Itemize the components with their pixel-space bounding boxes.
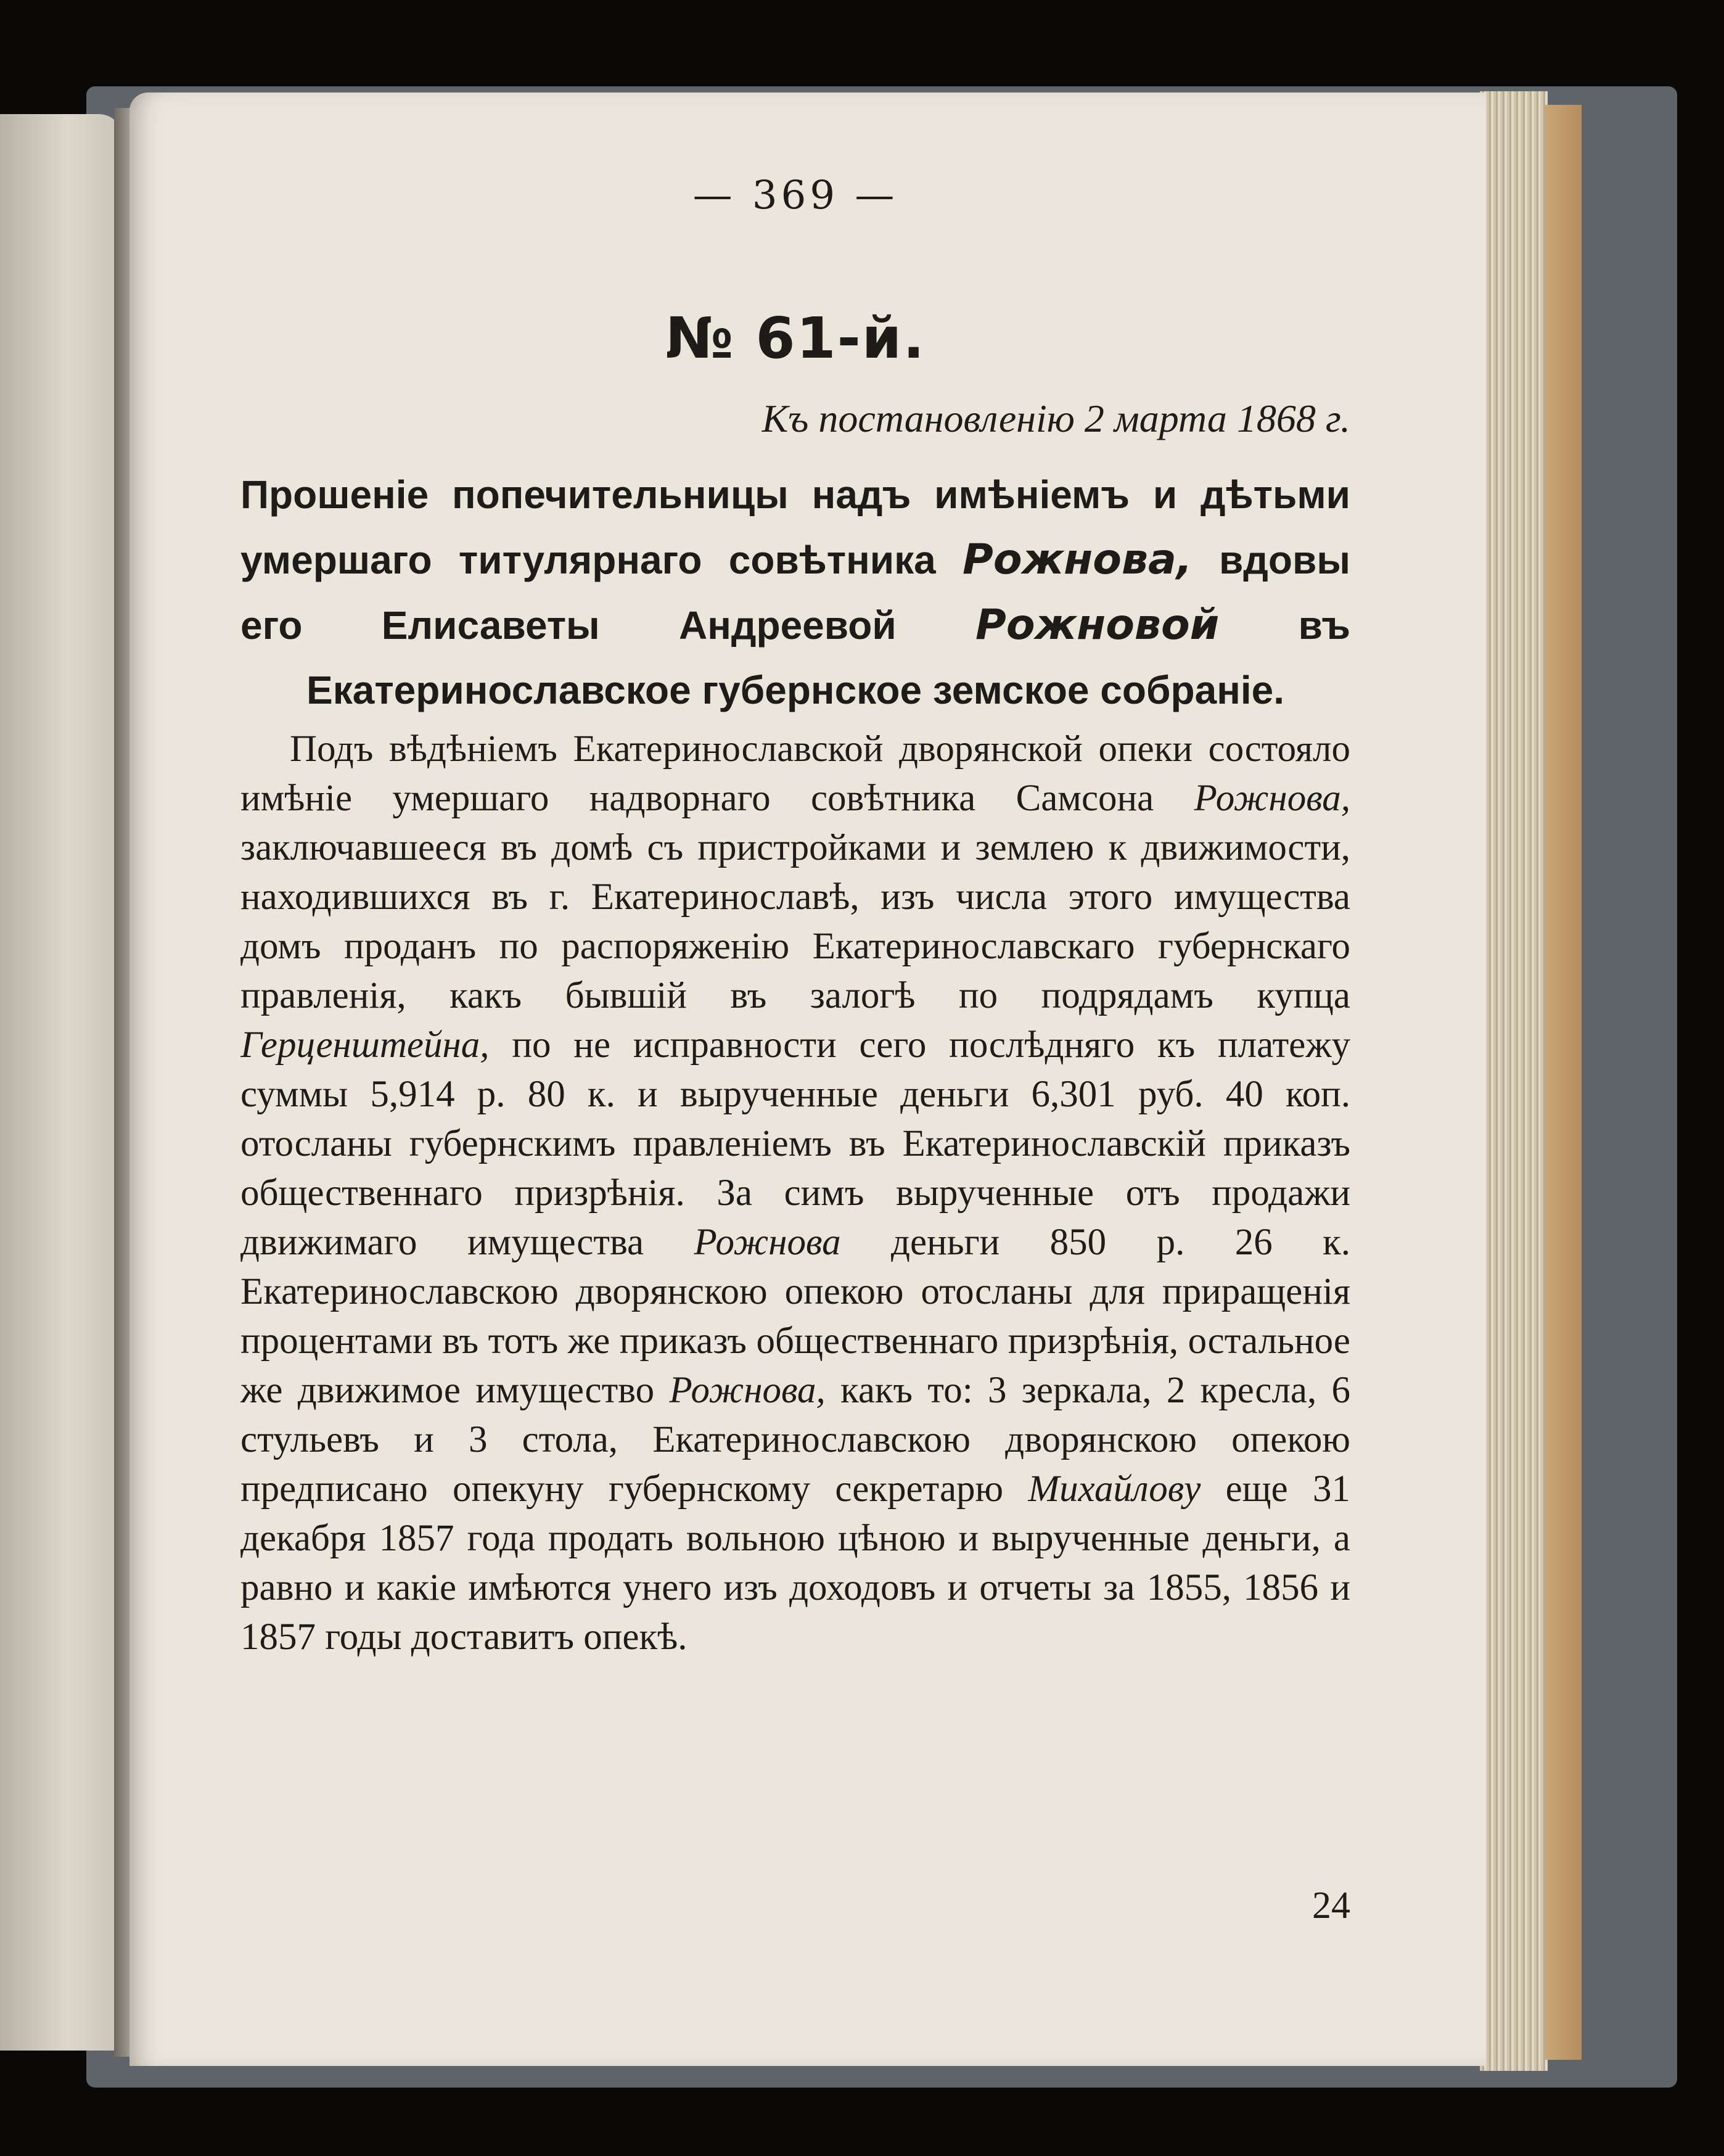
- cover-board-edge: [1545, 105, 1582, 2060]
- heading-surname-1: Рожнова,: [963, 535, 1192, 584]
- page-content: [240, 93, 1350, 2066]
- body-text-3: по не исправности сего послѣдняго къ платежу суммы 5,914 р. 80 к. и вырученные деньги 6,301 руб. 40 коп. отосланы губернскимъ правленіемъ въ Екатеринославскій приказъ общественнаго призрѣнія. За симъ вырученные отъ продажи движимаго имущества: [240, 1024, 1350, 1263]
- body-name-5: Михайлову: [1028, 1468, 1201, 1510]
- body-text-1: Подъ вѣдѣніемъ Екатеринославской дворянской опеки состояло имѣніе умершаго надворнаго совѣтника Самсона: [240, 728, 1350, 819]
- body-text-2: заключавшееся въ домѣ съ пристройками и землею к движимости, находившихся въ г. Екатеринославѣ, изъ числа этого имущества домъ проданъ по распоряженію Екатеринославскаго губернскаго правленія, какъ бывшій въ залогѣ по подрядамъ купца: [240, 827, 1350, 1016]
- page-number: — 369 —: [692, 173, 898, 218]
- signature-mark: 24: [1312, 1885, 1350, 1927]
- heading-surname-2: Рожновой: [975, 601, 1220, 649]
- left-page-edge: [0, 114, 123, 2051]
- page-block-edge: [1480, 91, 1548, 2071]
- body-paragraph: [240, 725, 1350, 1927]
- heading-text-1: Прошеніе попечительницы надъ имѣніемъ и дѣтьми умершаго титулярнаго совѣтника: [240, 472, 1350, 582]
- book-page: [129, 93, 1486, 2066]
- document-number: № 61-й.: [665, 305, 926, 371]
- body-name-3: Рожнова: [694, 1222, 841, 1263]
- body-text-4: деньги 850 р. 26 к. Екатеринославскою дворянскою опекою отосланы для приращенія процентами въ тотъ же приказъ общественнаго призрѣнія, остальное же движимое имущество: [240, 1222, 1350, 1411]
- body-name-4: Рожнова,: [669, 1370, 826, 1411]
- petition-heading: [240, 463, 1350, 723]
- heading-text-2: вдовы его Елисаветы Андреевой: [240, 538, 1351, 648]
- body-name-1: Рожнова,: [1194, 778, 1350, 819]
- body-text-6: еще 31 декабря 1857 года продать вольною цѣною и вырученные деньги, а равно и какіе имѣются унего изъ доходовъ и отчеты за 1855, 1856 и 1857 годы доставитъ опекѣ.: [240, 1468, 1350, 1658]
- body-text-5: какъ то: 3 зеркала, 2 кресла, 6 стульевъ и 3 стола, Екатеринославскою дворянскою опекою предписано опекуну губернскому секретарю: [240, 1370, 1350, 1510]
- heading-text-3: въ Екатеринославское губернское земское собраніе.: [306, 603, 1351, 712]
- body-name-2: Герценштейна,: [240, 1024, 490, 1066]
- decree-reference: Къ постановленію 2 марта 1868 г.: [761, 397, 1350, 440]
